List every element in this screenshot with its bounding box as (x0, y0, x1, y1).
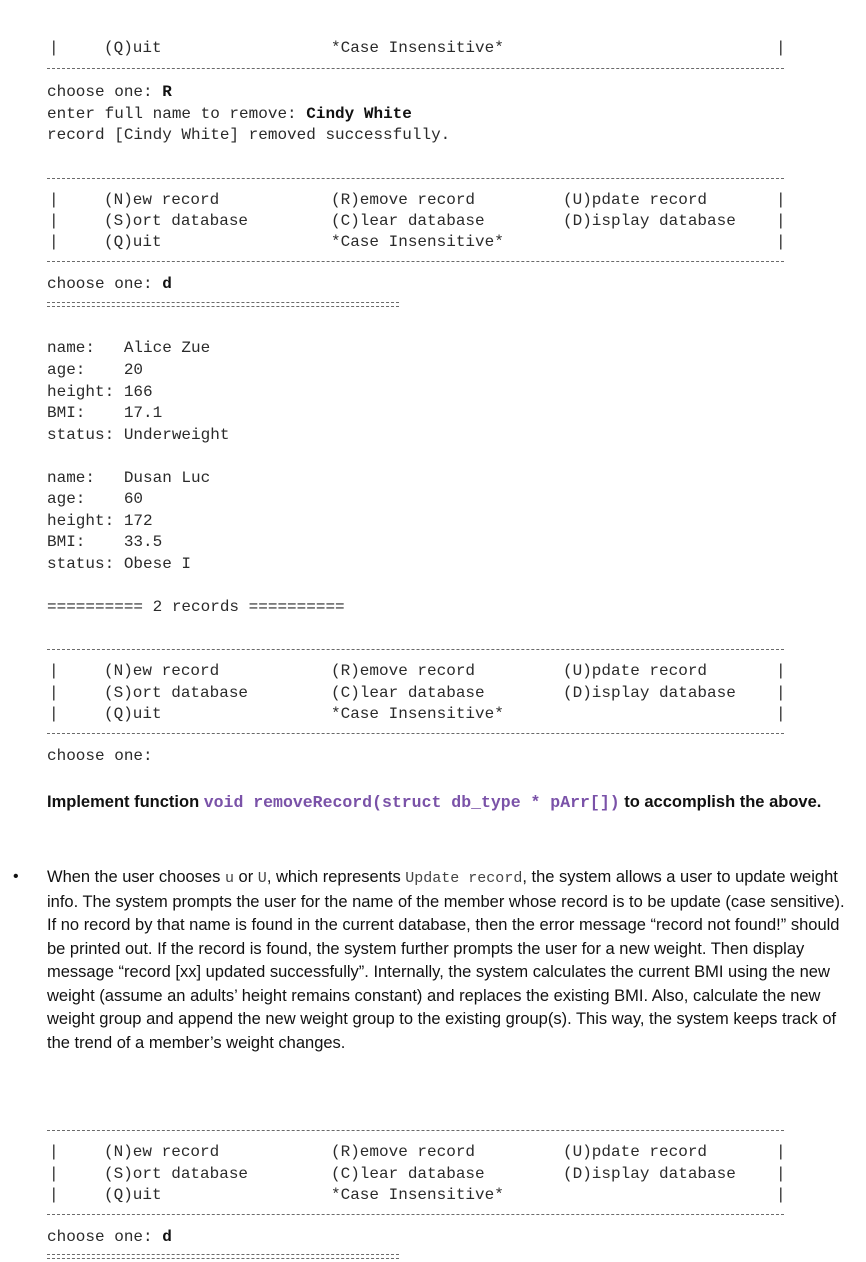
menu-case-note: *Case Insensitive* (331, 233, 504, 251)
menu-border-right: | (776, 662, 786, 680)
double-rule (47, 306, 399, 307)
menu-display: (D)isplay database (563, 212, 736, 230)
menu-border-right: | (776, 233, 786, 251)
field-label: height: (47, 383, 124, 401)
prompt-label: choose one: (47, 83, 163, 101)
menu-new: (N)ew record (104, 662, 220, 680)
menu-border-right: | (776, 1143, 786, 1161)
inline-code: Update record (405, 870, 523, 887)
menu-border-right: | (776, 191, 786, 209)
record-height-line (47, 511, 153, 531)
menu-clear: (C)lear database (331, 212, 485, 230)
double-rule (47, 1254, 399, 1255)
field-label: BMI: (47, 533, 124, 551)
user-input: R (162, 83, 172, 101)
menu-quit: (Q)uit (104, 39, 162, 57)
record-name-line (47, 338, 210, 358)
menu-border-right: | (776, 684, 786, 702)
separator (47, 68, 784, 69)
record-height: 166 (123, 383, 153, 401)
menu-sort: (S)ort database (104, 1165, 249, 1183)
menu-border-right: | (776, 212, 786, 230)
text: , the system allows a user to update weight info. The system prompts the user for the name of the member whose record is to be update (case sensitive). If no record by that name is found in the current database, then the error message “record not found!” should be printed out. If the record is found, the system further prompts the user for a new weight. Then display message “record [xx] updated successfully”. Internally, the system calculates the current BMI using the new weight (assume an adults’ height remains constant) and replaces the existing BMI. Also, calculate the new weight group and append the new weight group to the existing group(s). This way, the system keeps track of the trend of a member’s weight changes. (47, 868, 845, 1052)
menu-update: (U)pdate record (563, 191, 708, 209)
inline-code: u (224, 870, 234, 887)
menu-case-note: *Case Insensitive* (331, 705, 504, 723)
menu-border-left: | (49, 662, 59, 680)
menu-clear: (C)lear database (331, 684, 485, 702)
separator (47, 1214, 784, 1215)
removed-message: record [Cindy White] removed successfully. (47, 126, 451, 144)
record-bmi-line (47, 403, 162, 423)
record-status-line (47, 554, 191, 574)
menu-border-left: | (49, 233, 59, 251)
record-age: 20 (123, 361, 144, 379)
menu-clear: (C)lear database (331, 1165, 485, 1183)
double-rule (47, 1258, 399, 1259)
inline-code: U (257, 870, 267, 887)
field-label: height: (47, 512, 124, 530)
menu-new: (N)ew record (104, 191, 220, 209)
menu-update: (U)pdate record (563, 662, 708, 680)
menu-border-right: | (776, 1165, 786, 1183)
text: When the user chooses (47, 868, 225, 886)
menu-border-left: | (49, 684, 59, 702)
text: , which represents (266, 868, 406, 886)
field-label: name: (47, 469, 124, 487)
enter-name-label: enter full name to remove: (47, 105, 307, 123)
menu-case-note: *Case Insensitive* (331, 39, 504, 57)
field-label: status: (47, 426, 124, 444)
menu-case-note: *Case Insensitive* (331, 1186, 504, 1204)
menu-border-right: | (776, 1186, 786, 1204)
implement-prefix: Implement function (47, 793, 204, 811)
separator (47, 1130, 784, 1131)
menu-remove: (R)emove record (331, 191, 476, 209)
record-status: Underweight (123, 426, 230, 444)
menu-display: (D)isplay database (563, 1165, 736, 1183)
field-label: BMI: (47, 404, 124, 422)
enter-name-line (47, 104, 412, 124)
record-age-line (47, 489, 143, 509)
record-age-line (47, 360, 143, 380)
menu-border-left: | (49, 1143, 59, 1161)
menu-border-right: | (776, 705, 786, 723)
prompt-line: choose one: (47, 747, 153, 765)
menu-border-left: | (49, 1165, 59, 1183)
field-label: name: (47, 339, 124, 357)
menu-quit: (Q)uit (104, 705, 162, 723)
function-signature: void removeRecord(struct db_type * pArr[]) (203, 793, 620, 812)
record-bmi: 33.5 (123, 533, 163, 551)
implement-instruction (47, 787, 855, 818)
separator (47, 733, 784, 734)
prompt-label: choose one: (47, 1228, 163, 1246)
record-status: Obese I (123, 555, 192, 573)
menu-update: (U)pdate record (563, 1143, 708, 1161)
prompt-line (47, 1227, 172, 1247)
record-status-line (47, 425, 229, 445)
record-name-line (47, 468, 210, 488)
menu-remove: (R)emove record (331, 662, 476, 680)
record-height: 172 (123, 512, 153, 530)
record-name: Dusan Luc (123, 469, 211, 487)
menu-quit: (Q)uit (104, 233, 162, 251)
separator (47, 261, 784, 262)
text: or (233, 868, 258, 886)
records-summary: ========== 2 records ========== (47, 598, 345, 616)
field-label: status: (47, 555, 124, 573)
menu-sort: (S)ort database (104, 684, 249, 702)
record-height-line (47, 382, 153, 402)
field-label: age: (47, 490, 124, 508)
menu-quit: (Q)uit (104, 1186, 162, 1204)
update-description (47, 866, 855, 1055)
implement-suffix: to accomplish the above. (619, 793, 822, 811)
prompt-line (47, 274, 172, 294)
menu-new: (N)ew record (104, 1143, 220, 1161)
menu-sort: (S)ort database (104, 212, 249, 230)
menu-border-left: | (49, 191, 59, 209)
record-bmi: 17.1 (123, 404, 163, 422)
menu-border-left: | (49, 212, 59, 230)
menu-display: (D)isplay database (563, 684, 736, 702)
user-input: d (162, 275, 172, 293)
separator (47, 649, 784, 650)
field-label: age: (47, 361, 124, 379)
menu-border-left: | (49, 1186, 59, 1204)
user-input: d (162, 1228, 172, 1246)
prompt-label: choose one: (47, 275, 163, 293)
record-age: 60 (123, 490, 144, 508)
menu-border-left: | (49, 39, 59, 57)
record-bmi-line (47, 532, 162, 552)
double-rule (47, 302, 399, 303)
separator (47, 178, 784, 179)
menu-remove: (R)emove record (331, 1143, 476, 1161)
bullet-icon: • (13, 868, 19, 885)
prompt-line (47, 82, 172, 102)
menu-border-right: | (776, 39, 786, 57)
menu-border-left: | (49, 705, 59, 723)
record-name: Alice Zue (123, 339, 211, 357)
entered-name: Cindy White (306, 105, 412, 123)
